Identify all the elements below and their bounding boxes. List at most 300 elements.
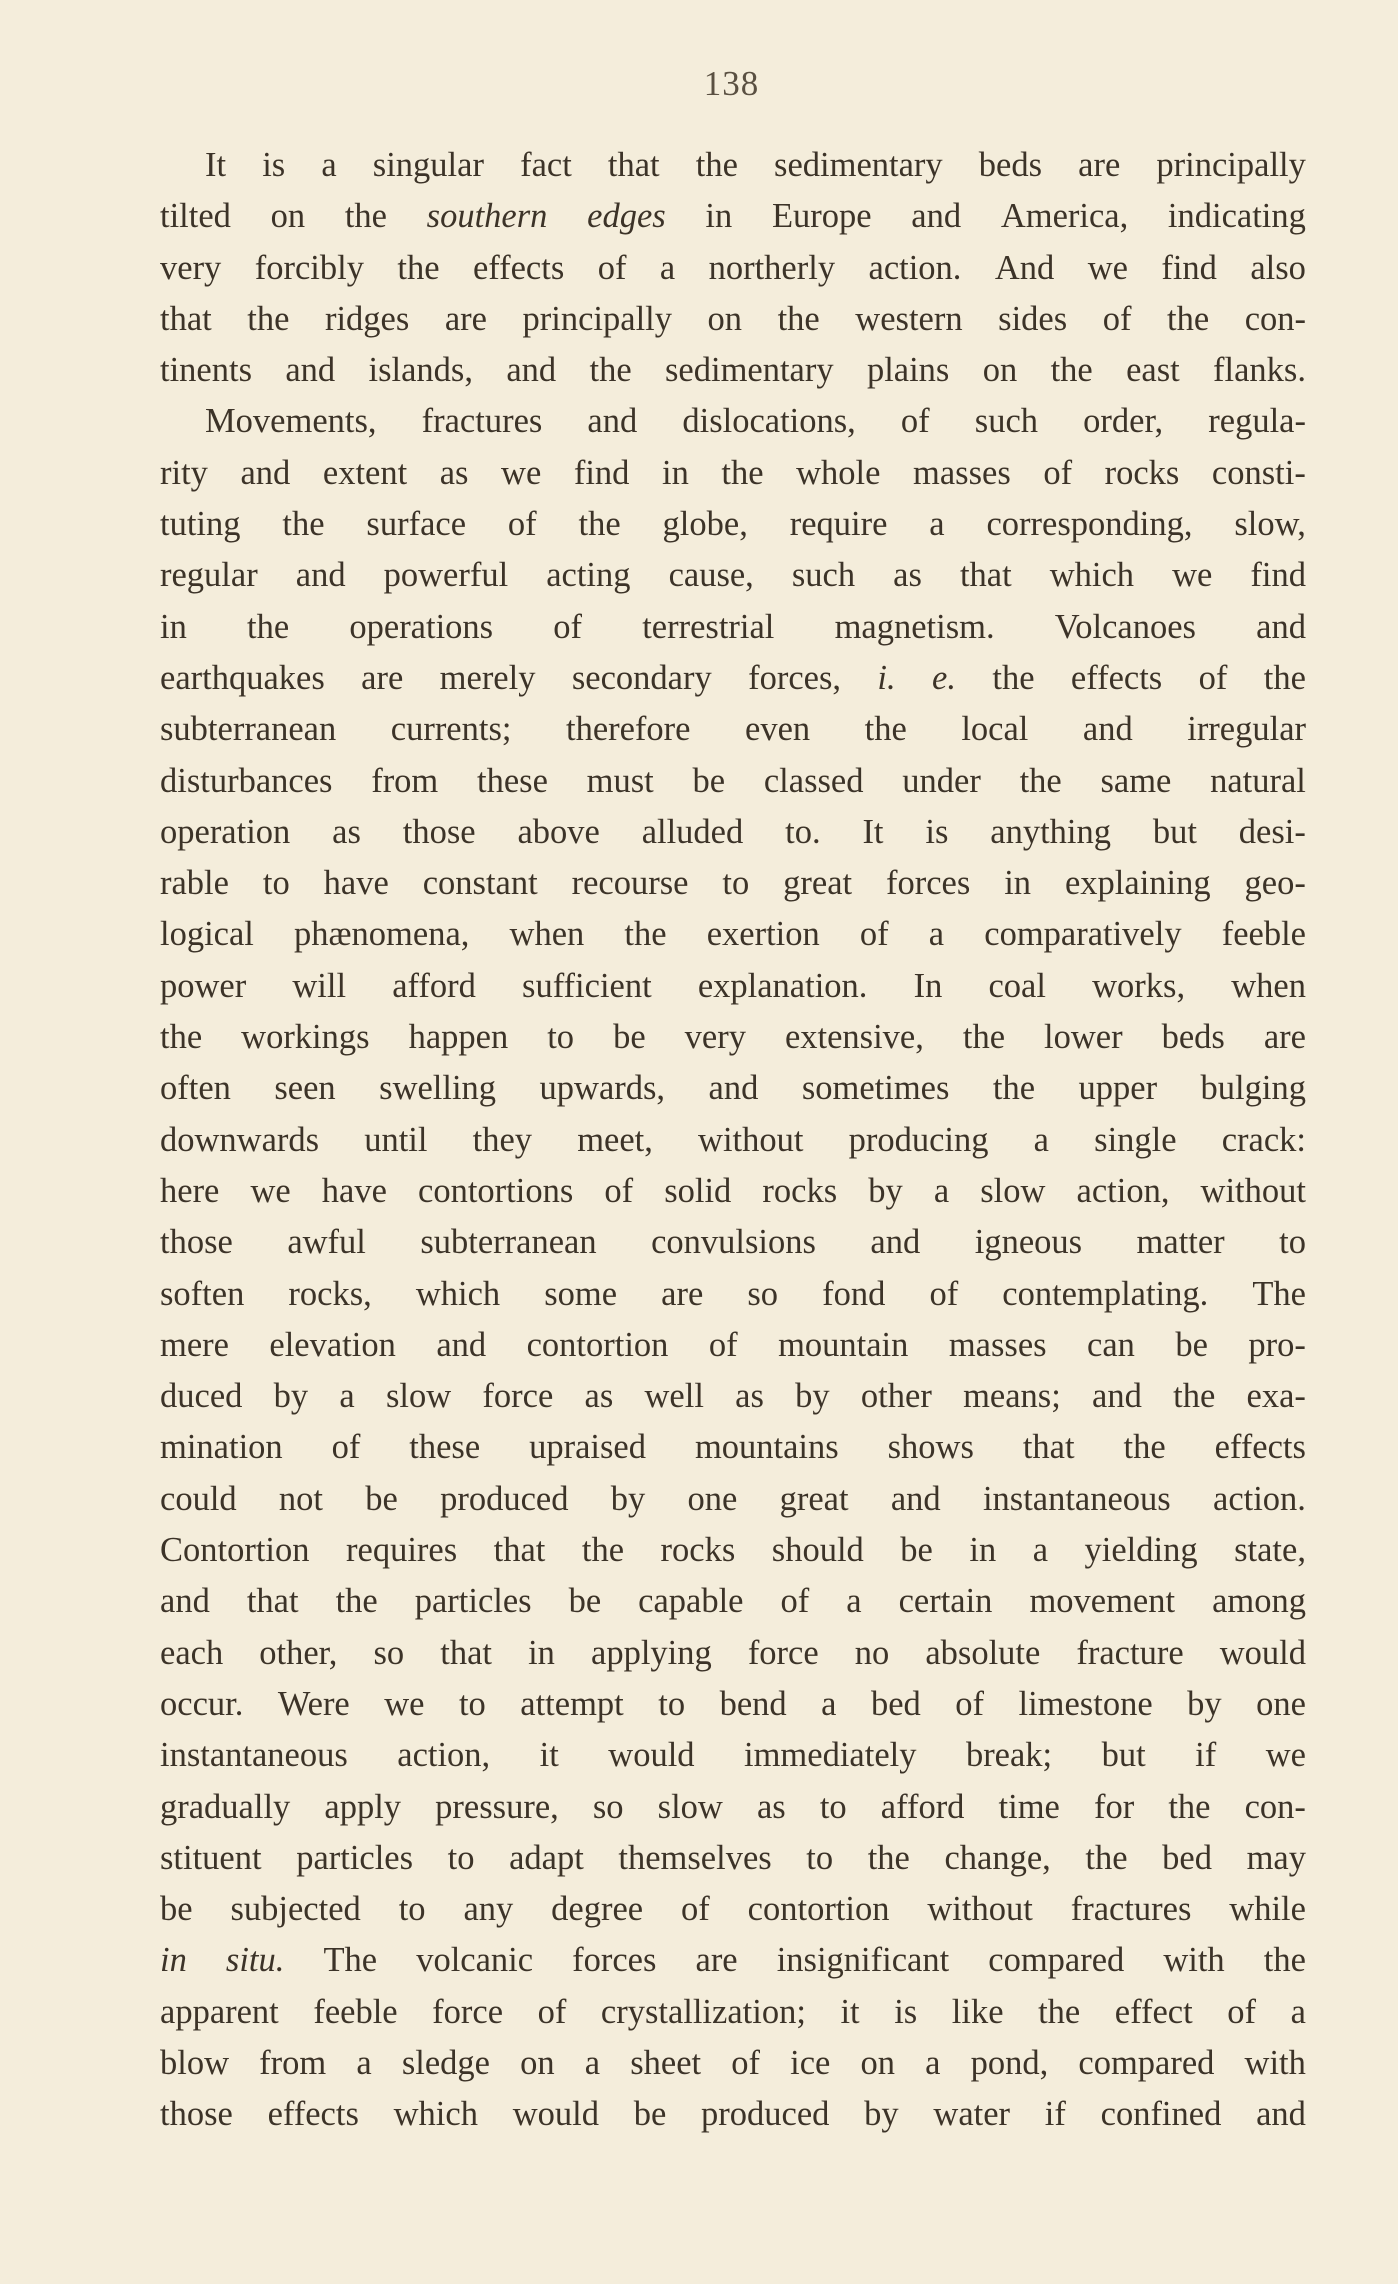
word: Were xyxy=(277,1684,350,1723)
word: sedimentary xyxy=(665,351,834,390)
word: force xyxy=(482,1377,554,1416)
word: forcibly xyxy=(254,248,364,287)
word: yielding xyxy=(1084,1531,1198,1570)
word: con- xyxy=(1244,1787,1306,1826)
word: plains xyxy=(866,351,950,390)
word: magnetism. xyxy=(834,607,995,646)
word: the xyxy=(1168,1787,1211,1826)
word: the xyxy=(1019,761,1062,800)
word: action. xyxy=(1213,1479,1306,1518)
word: rocks, xyxy=(288,1274,372,1313)
word: operation xyxy=(160,812,291,851)
word: have xyxy=(321,1171,387,1210)
word: be xyxy=(900,1531,933,1570)
word: fractures xyxy=(421,402,543,441)
text-line xyxy=(160,1576,1306,1627)
text-line xyxy=(160,345,1306,396)
word: slow, xyxy=(1234,505,1306,544)
word: means; xyxy=(963,1377,1061,1416)
word: situ. xyxy=(225,1941,285,1980)
word: merely xyxy=(439,658,536,697)
word: of xyxy=(681,1890,710,1929)
word: disturbances xyxy=(160,761,333,800)
word: attempt xyxy=(520,1684,624,1723)
word: if xyxy=(1044,2095,1066,2134)
word: as xyxy=(735,1377,764,1416)
word: contortion xyxy=(526,1325,669,1364)
text-line xyxy=(160,807,1306,858)
word: until xyxy=(364,1120,428,1159)
word: by xyxy=(795,1377,830,1416)
word: fractures xyxy=(1070,1890,1192,1929)
word: to xyxy=(458,1684,486,1723)
text-line xyxy=(160,1063,1306,1114)
word: The xyxy=(1252,1274,1306,1313)
word: acting xyxy=(546,556,631,595)
word: forces xyxy=(572,1941,657,1980)
word: very xyxy=(684,1018,746,1057)
word: while xyxy=(1229,1890,1306,1929)
word: of xyxy=(537,1992,567,2031)
word: upraised xyxy=(529,1428,646,1467)
word: of xyxy=(929,1274,959,1313)
word: a xyxy=(1032,1531,1049,1570)
word: currents; xyxy=(390,710,512,749)
word: are xyxy=(695,1941,738,1980)
word: alluded xyxy=(641,812,744,851)
word: would xyxy=(512,2095,599,2134)
word: and xyxy=(240,453,291,492)
word: the xyxy=(867,1838,910,1877)
word: like xyxy=(951,1992,1004,2031)
word: which xyxy=(1049,556,1135,595)
word: western xyxy=(855,299,963,338)
word: and xyxy=(285,351,336,390)
word: often xyxy=(160,1069,231,1108)
word: action, xyxy=(397,1736,491,1775)
word: fact xyxy=(520,146,572,184)
word: we xyxy=(384,1684,425,1723)
word: applying xyxy=(591,1633,712,1672)
word: rocks xyxy=(762,1171,838,1210)
word: are xyxy=(661,1274,704,1313)
word: action. xyxy=(868,248,962,287)
word: that xyxy=(246,1582,299,1621)
word: of xyxy=(900,402,930,441)
word: single xyxy=(1094,1120,1177,1159)
word: secondary xyxy=(571,658,712,697)
word: therefore xyxy=(565,710,691,749)
text-line xyxy=(160,1269,1306,1320)
word: those xyxy=(160,2095,233,2134)
word: and xyxy=(587,402,638,441)
word: explanation. xyxy=(697,966,868,1005)
word: It xyxy=(862,812,884,851)
word: powerful xyxy=(383,556,509,595)
word: swelling xyxy=(379,1069,497,1108)
word: have xyxy=(323,864,389,903)
word: in xyxy=(705,197,733,236)
word: upwards, xyxy=(539,1069,666,1108)
word: in xyxy=(969,1531,997,1570)
word: to xyxy=(398,1890,426,1929)
word: they xyxy=(472,1120,533,1159)
word: instantaneous xyxy=(160,1736,348,1775)
word: and xyxy=(911,197,962,236)
word: rity xyxy=(160,453,208,492)
word: works, xyxy=(1092,966,1186,1005)
word: those xyxy=(160,1223,233,1262)
text-line xyxy=(160,1474,1306,1525)
word: subterranean xyxy=(420,1223,597,1262)
word: in xyxy=(160,1941,187,1980)
word: insignificant xyxy=(776,1941,950,1980)
word: we xyxy=(1087,248,1128,287)
word: contemplating. xyxy=(1002,1274,1209,1313)
word: to xyxy=(547,1018,575,1057)
word: capable xyxy=(638,1582,744,1621)
word: by xyxy=(864,2095,899,2134)
word: limestone xyxy=(1018,1684,1153,1723)
word: when xyxy=(1231,966,1306,1005)
word: on xyxy=(860,2043,895,2082)
word: lower xyxy=(1044,1018,1123,1057)
text-line xyxy=(160,191,1306,242)
word: a xyxy=(339,1377,355,1416)
word: by xyxy=(1187,1684,1222,1723)
word: to xyxy=(1279,1223,1306,1262)
text-line xyxy=(160,858,1306,909)
word: these xyxy=(409,1428,481,1467)
word: the xyxy=(247,299,290,338)
word: of xyxy=(1043,453,1073,492)
word: e. xyxy=(932,658,956,697)
word: the xyxy=(721,453,764,492)
word: those xyxy=(402,812,476,851)
word: with xyxy=(1163,1941,1225,1980)
word: great xyxy=(779,1479,849,1518)
word: change, xyxy=(944,1838,1051,1877)
text-line xyxy=(160,550,1306,601)
word: operations xyxy=(349,607,494,646)
word: a xyxy=(846,1582,862,1621)
word: constant xyxy=(422,864,538,903)
word: sheet xyxy=(630,2043,702,2082)
word: the xyxy=(1166,299,1210,338)
word: effects xyxy=(1214,1428,1306,1467)
word: effects xyxy=(1070,658,1163,697)
word: the xyxy=(1263,1941,1306,1980)
text-line xyxy=(160,1166,1306,1217)
word: instantaneous xyxy=(982,1479,1171,1518)
text-line xyxy=(160,448,1306,499)
word: break; xyxy=(965,1736,1053,1775)
word: tilted xyxy=(160,197,231,236)
word: slow xyxy=(385,1377,452,1416)
text-line xyxy=(160,1115,1306,1166)
word: we xyxy=(1265,1736,1306,1775)
word: from xyxy=(259,2043,327,2082)
word: forces xyxy=(886,864,971,903)
word: we xyxy=(1172,556,1213,595)
word: would xyxy=(1219,1633,1306,1672)
word: sedimentary xyxy=(774,146,943,184)
word: forces, xyxy=(748,658,842,697)
word: movement xyxy=(1029,1582,1176,1621)
word: action, xyxy=(1076,1171,1170,1210)
word: is xyxy=(925,812,949,851)
word: a xyxy=(929,505,945,544)
word: to. xyxy=(785,812,821,851)
word: not xyxy=(278,1479,324,1518)
word: particles xyxy=(414,1582,532,1621)
word: crack: xyxy=(1221,1120,1306,1159)
word: con- xyxy=(1244,299,1306,338)
word: these xyxy=(477,761,548,800)
word: here xyxy=(160,1171,220,1210)
word: workings xyxy=(241,1018,370,1057)
word: and xyxy=(506,351,557,390)
word: soften xyxy=(160,1274,245,1313)
word: is xyxy=(894,1992,918,2031)
word: the xyxy=(777,299,820,338)
word: must xyxy=(586,761,654,800)
word: i. xyxy=(877,658,896,697)
word: absolute xyxy=(925,1633,1041,1672)
word: the xyxy=(695,146,738,184)
word: a xyxy=(925,2043,941,2082)
word: of xyxy=(1198,658,1228,697)
word: time xyxy=(998,1787,1060,1826)
word: terrestrial xyxy=(642,607,775,646)
word: upper xyxy=(1078,1069,1158,1108)
word: would xyxy=(608,1736,695,1775)
word: the xyxy=(1038,1992,1081,2031)
text-line xyxy=(160,909,1306,960)
word: by xyxy=(610,1479,646,1518)
word: requires xyxy=(346,1531,458,1570)
word: a xyxy=(321,146,337,184)
word: is xyxy=(262,146,286,184)
word: elevation xyxy=(269,1325,396,1364)
body-text xyxy=(160,140,1306,2141)
text-line xyxy=(160,396,1306,447)
text-line xyxy=(160,961,1306,1012)
word: as xyxy=(332,812,361,851)
word: be xyxy=(160,1890,193,1929)
word: also xyxy=(1250,248,1306,287)
word: geo- xyxy=(1244,864,1306,903)
word: indicating xyxy=(1167,197,1306,236)
word: solid xyxy=(664,1171,732,1210)
word: effect xyxy=(1114,1992,1193,2031)
word: be xyxy=(568,1582,602,1621)
word: a xyxy=(356,2043,372,2082)
text-line xyxy=(160,704,1306,755)
word: even xyxy=(745,710,811,749)
word: be xyxy=(613,1018,646,1057)
word: and xyxy=(870,1223,921,1262)
word: the xyxy=(864,710,907,749)
word: ice xyxy=(790,2043,831,2082)
word: it xyxy=(539,1736,559,1775)
word: bed xyxy=(870,1684,921,1723)
word: stituent xyxy=(160,1838,262,1877)
word: ridges xyxy=(324,299,410,338)
word: of xyxy=(597,248,627,287)
word: that xyxy=(607,146,660,184)
word: produced xyxy=(701,2095,830,2134)
word: immediately xyxy=(744,1736,917,1775)
word: of xyxy=(708,1325,738,1364)
word: the xyxy=(1085,1838,1128,1877)
word: be xyxy=(692,761,726,800)
word: force xyxy=(747,1633,819,1672)
word: so xyxy=(747,1274,779,1313)
word: bed xyxy=(1162,1838,1212,1877)
word: convulsions xyxy=(651,1223,816,1262)
word: effects xyxy=(267,2095,359,2134)
word: of xyxy=(859,915,889,954)
word: the xyxy=(624,915,667,954)
word: whole xyxy=(796,453,881,492)
word: by xyxy=(273,1377,309,1416)
word: dislocations, xyxy=(682,402,856,441)
text-line xyxy=(160,1525,1306,1576)
word: of xyxy=(955,1684,984,1723)
word: of xyxy=(780,1582,810,1621)
word: and xyxy=(1092,1377,1142,1416)
word: of xyxy=(1102,299,1132,338)
word: require xyxy=(789,505,888,544)
word: the xyxy=(344,197,387,236)
word: shows xyxy=(887,1428,974,1467)
word: surface xyxy=(366,505,467,544)
word: the xyxy=(247,607,290,646)
word: be xyxy=(365,1479,398,1518)
word: so xyxy=(373,1633,405,1672)
text-line xyxy=(160,1833,1306,1884)
word: state, xyxy=(1234,1531,1306,1570)
word: with xyxy=(1244,2043,1306,2082)
text-line xyxy=(160,602,1306,653)
word: are xyxy=(361,658,404,697)
word: igneous xyxy=(974,1223,1083,1262)
word: particles xyxy=(296,1838,414,1877)
word: that xyxy=(1022,1428,1075,1467)
word: globe, xyxy=(662,505,748,544)
word: so xyxy=(592,1787,624,1826)
word: confined xyxy=(1100,2095,1222,2134)
word: Volcanoes xyxy=(1054,607,1196,646)
text-line xyxy=(160,1371,1306,1422)
word: of xyxy=(731,2043,760,2082)
word: be xyxy=(1175,1325,1208,1364)
word: seen xyxy=(274,1069,336,1108)
word: east xyxy=(1126,351,1180,390)
text-line xyxy=(160,756,1306,807)
word: the xyxy=(282,505,325,544)
word: principally xyxy=(1156,146,1306,184)
word: desi- xyxy=(1238,812,1306,851)
word: It xyxy=(205,146,227,184)
word: could xyxy=(160,1479,237,1518)
word: other xyxy=(860,1377,932,1416)
word: without xyxy=(927,1890,1033,1929)
word: logical xyxy=(160,915,254,954)
word: pressure, xyxy=(435,1787,559,1826)
word: islands, xyxy=(368,351,473,390)
word: the xyxy=(1263,658,1306,697)
word: rable xyxy=(160,864,229,903)
text-line xyxy=(160,1012,1306,1063)
word: in xyxy=(1004,864,1032,903)
word: one xyxy=(1256,1684,1306,1723)
word: producing xyxy=(848,1120,989,1159)
word: it xyxy=(840,1992,860,2031)
word: power xyxy=(160,966,247,1005)
word: can xyxy=(1087,1325,1135,1364)
text-line xyxy=(160,2089,1306,2140)
word: slow xyxy=(980,1171,1046,1210)
word: The xyxy=(323,1941,378,1980)
word: afford xyxy=(392,966,476,1005)
word: tinents xyxy=(160,351,252,390)
word: Europe xyxy=(771,197,872,236)
word: Contortion xyxy=(160,1531,310,1570)
word: to xyxy=(447,1838,475,1877)
word: and xyxy=(1256,607,1306,646)
text-line xyxy=(160,294,1306,345)
word: the xyxy=(1050,351,1093,390)
word: of xyxy=(331,1428,361,1467)
word: regular xyxy=(160,556,258,595)
word: masses xyxy=(948,1325,1047,1364)
word: mination xyxy=(160,1428,283,1467)
word: to xyxy=(806,1838,834,1877)
word: on xyxy=(270,197,306,236)
word: and xyxy=(436,1325,487,1364)
word: in xyxy=(661,453,689,492)
word: Movements, xyxy=(205,402,377,441)
word: slow xyxy=(657,1787,723,1826)
word: subjected xyxy=(230,1890,361,1929)
text-line xyxy=(160,1422,1306,1473)
word: awful xyxy=(287,1223,366,1262)
word: recourse xyxy=(571,864,689,903)
word: feeble xyxy=(1221,915,1306,954)
word: irregular xyxy=(1187,710,1306,749)
word: effects xyxy=(472,248,565,287)
word: on xyxy=(982,351,1018,390)
word: apply xyxy=(324,1787,402,1826)
text-line xyxy=(160,499,1306,550)
word: and xyxy=(708,1069,759,1108)
word: which xyxy=(415,1274,501,1313)
word: And xyxy=(994,248,1055,287)
word: the xyxy=(578,505,621,544)
word: subterranean xyxy=(160,710,337,749)
word: to xyxy=(819,1787,847,1826)
word: sufficient xyxy=(522,966,652,1005)
word: certain xyxy=(898,1582,993,1621)
word: the xyxy=(1123,1428,1166,1467)
text-line xyxy=(160,1320,1306,1371)
word: extent xyxy=(322,453,408,492)
text-line xyxy=(160,1628,1306,1679)
word: earthquakes xyxy=(160,658,325,697)
word: downwards xyxy=(160,1120,320,1159)
